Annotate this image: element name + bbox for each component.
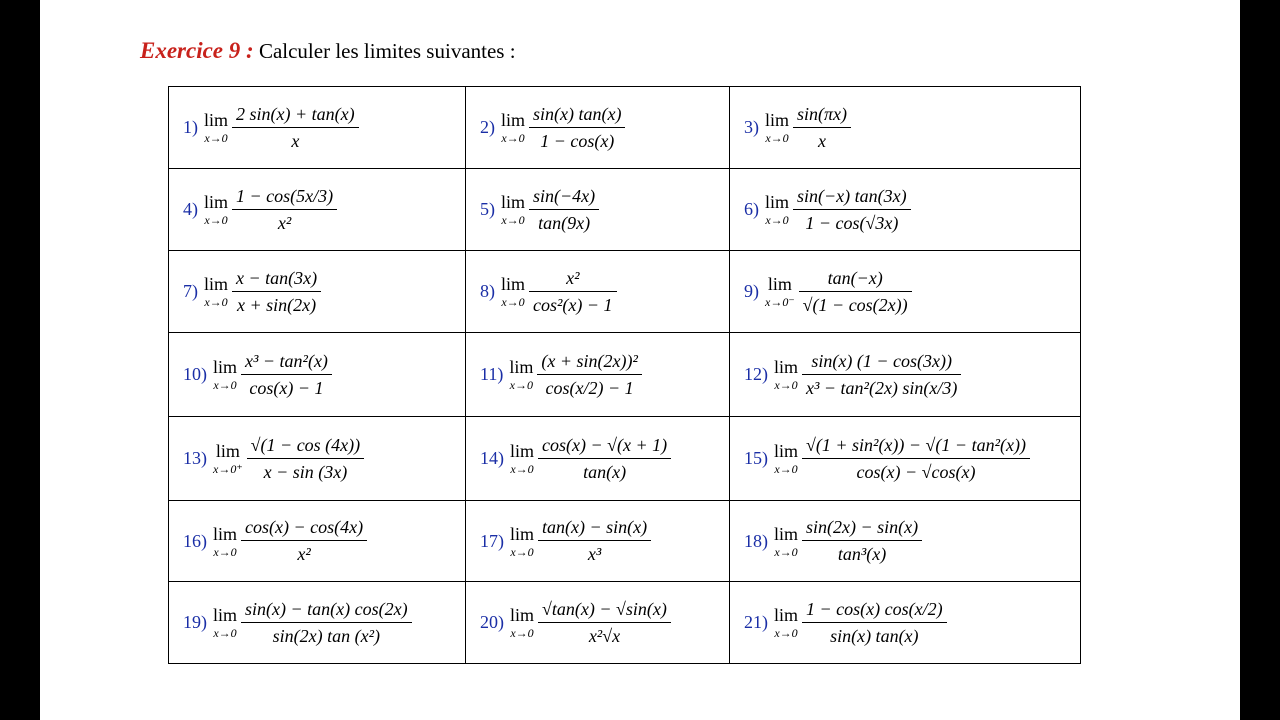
problem-number: 2) bbox=[480, 117, 495, 137]
lim-word: lim bbox=[774, 357, 799, 377]
lim-word: lim bbox=[501, 274, 526, 294]
lim-word: lim bbox=[501, 192, 526, 212]
lim-word: lim bbox=[510, 441, 535, 461]
fraction bbox=[241, 352, 332, 398]
problem bbox=[169, 518, 465, 564]
numerator: (x + sin(2x))² bbox=[541, 350, 638, 371]
table-row bbox=[169, 501, 1081, 582]
problem-number: 14) bbox=[480, 448, 504, 468]
fraction bbox=[802, 436, 1030, 482]
limit-operator bbox=[510, 442, 534, 475]
problem-number: 20) bbox=[480, 612, 504, 632]
limit-subscript: x→0 bbox=[204, 213, 228, 227]
problem-number: 3) bbox=[744, 117, 759, 137]
problem-cell bbox=[466, 251, 730, 333]
denominator: cos(x) − 1 bbox=[249, 377, 324, 398]
limit-subscript: x→0 bbox=[510, 544, 534, 559]
numerator: sin(πx) bbox=[797, 103, 848, 124]
limit-subscript: x→0 bbox=[510, 626, 534, 640]
problem-cell bbox=[466, 87, 730, 169]
lim-word: lim bbox=[213, 523, 238, 544]
limit-subscript: x→0 bbox=[765, 131, 789, 145]
numerator: sin(2x) − sin(x) bbox=[806, 517, 919, 538]
problem bbox=[730, 187, 1080, 233]
problem bbox=[169, 187, 465, 233]
problem-number: 12) bbox=[744, 364, 768, 384]
problem-cell bbox=[169, 169, 466, 251]
problem-cell bbox=[466, 417, 730, 501]
problem-cell bbox=[466, 333, 730, 417]
fraction-bar bbox=[247, 458, 365, 459]
fraction bbox=[247, 436, 365, 482]
problem-cell bbox=[169, 582, 466, 664]
limit-subscript: x→0 bbox=[774, 462, 798, 476]
limit-subscript: x→0 bbox=[213, 626, 237, 640]
fraction bbox=[538, 518, 651, 564]
lim-word: lim bbox=[510, 605, 535, 625]
problem bbox=[169, 352, 465, 398]
problem bbox=[169, 105, 465, 151]
table-row bbox=[169, 87, 1081, 169]
problem bbox=[169, 600, 465, 646]
fraction bbox=[802, 352, 961, 398]
fraction-bar bbox=[802, 622, 947, 623]
fraction bbox=[538, 600, 671, 646]
denominator: tan³(x) bbox=[837, 544, 887, 564]
limit-subscript: x→0 bbox=[501, 213, 525, 227]
lim-word: lim bbox=[767, 274, 792, 294]
problem bbox=[169, 436, 465, 482]
problem bbox=[466, 187, 729, 233]
numerator: √(1 + sin²(x)) − √(1 − tan²(x)) bbox=[806, 434, 1026, 455]
problem bbox=[730, 518, 1080, 564]
denominator: x²√x bbox=[588, 625, 621, 646]
fraction bbox=[529, 187, 599, 233]
problem-number: 18) bbox=[744, 530, 768, 551]
problem bbox=[466, 352, 729, 398]
problem-number: 1) bbox=[183, 117, 198, 137]
problem bbox=[466, 105, 729, 151]
lim-word: lim bbox=[765, 192, 790, 212]
problem-cell bbox=[730, 501, 1081, 582]
problem bbox=[466, 436, 729, 482]
problem-cell bbox=[730, 169, 1081, 251]
fraction bbox=[529, 105, 625, 151]
limit-operator bbox=[765, 193, 789, 226]
problem-cell bbox=[169, 333, 466, 417]
limit-subscript: x→0 bbox=[501, 131, 525, 145]
limit-subscript: x→0 bbox=[204, 131, 228, 145]
numerator: sin(x) (1 − cos(3x)) bbox=[811, 350, 953, 371]
problem bbox=[169, 269, 465, 315]
fraction bbox=[241, 600, 412, 646]
limit-subscript: x→0 bbox=[213, 378, 237, 392]
fraction bbox=[802, 600, 947, 646]
lim-word: lim bbox=[774, 441, 799, 461]
problem-cell bbox=[169, 501, 466, 582]
limit-operator bbox=[213, 358, 237, 391]
fraction-bar bbox=[529, 291, 617, 292]
lim-word: lim bbox=[509, 357, 534, 377]
problem-number: 17) bbox=[480, 530, 504, 551]
numerator: √tan(x) − √sin(x) bbox=[542, 598, 667, 619]
denominator: cos(x/2) − 1 bbox=[545, 377, 634, 398]
fraction bbox=[538, 436, 671, 482]
problem-number: 16) bbox=[183, 530, 207, 551]
fraction-bar bbox=[538, 458, 671, 459]
fraction-bar bbox=[232, 291, 321, 292]
table-row bbox=[169, 251, 1081, 333]
problem-cell bbox=[730, 582, 1081, 664]
lim-word: lim bbox=[204, 110, 229, 130]
limit-operator bbox=[204, 193, 228, 226]
problem-number: 4) bbox=[183, 199, 198, 219]
limit-operator bbox=[765, 111, 789, 144]
fraction-bar bbox=[793, 209, 911, 210]
numerator: tan(x) − sin(x) bbox=[542, 517, 648, 538]
table-row bbox=[169, 169, 1081, 251]
table-row bbox=[169, 417, 1081, 501]
limit-subscript: x→0 bbox=[774, 544, 798, 559]
numerator: √(1 − cos (4x)) bbox=[250, 434, 361, 455]
numerator: sin(x) tan(x) bbox=[533, 103, 622, 124]
denominator: tan(9x) bbox=[538, 212, 591, 233]
limit-operator bbox=[204, 111, 228, 144]
lim-word: lim bbox=[774, 523, 799, 544]
limit-subscript: x→0 bbox=[774, 626, 798, 640]
lim-word: lim bbox=[215, 441, 240, 461]
denominator: x + sin(2x) bbox=[237, 294, 317, 315]
table-row bbox=[169, 582, 1081, 664]
limit-operator bbox=[509, 358, 533, 391]
limit-subscript: x→0⁻ bbox=[765, 295, 795, 309]
limit-subscript: x→0 bbox=[774, 378, 798, 392]
numerator: x² bbox=[566, 267, 580, 288]
problem bbox=[730, 436, 1080, 482]
denominator: √(1 − cos(2x)) bbox=[802, 294, 908, 315]
problem-number: 8) bbox=[480, 281, 495, 301]
limit-operator bbox=[774, 606, 798, 639]
limit-operator bbox=[774, 525, 798, 558]
numerator: sin(−4x) bbox=[533, 185, 596, 206]
fraction-bar bbox=[799, 291, 912, 292]
exercise-instruction: Calculer les limites suivantes : bbox=[258, 39, 516, 63]
problem-cell bbox=[730, 333, 1081, 417]
problem-number: 21) bbox=[744, 612, 768, 632]
numerator: x − tan(3x) bbox=[236, 267, 318, 288]
problem-number: 19) bbox=[183, 612, 207, 632]
problem bbox=[466, 518, 729, 564]
problem-number: 7) bbox=[183, 281, 198, 301]
denominator: sin(x) tan(x) bbox=[830, 625, 919, 646]
fraction-bar bbox=[793, 127, 851, 128]
denominator: 1 − cos(x) bbox=[540, 130, 615, 151]
numerator: 1 − cos(5x/3) bbox=[236, 185, 334, 206]
fraction bbox=[537, 352, 642, 398]
problem bbox=[730, 352, 1080, 398]
numerator: x³ − tan²(x) bbox=[245, 350, 328, 371]
denominator: x² bbox=[297, 544, 311, 564]
denominator: 1 − cos(√3x) bbox=[805, 212, 899, 233]
fraction-bar bbox=[802, 374, 961, 375]
problem-cell bbox=[466, 169, 730, 251]
fraction-bar bbox=[538, 622, 671, 623]
numerator: tan(−x) bbox=[827, 267, 883, 288]
limit-operator bbox=[213, 442, 243, 475]
denominator: x − sin (3x) bbox=[263, 461, 348, 482]
fraction-bar bbox=[538, 540, 651, 541]
lim-word: lim bbox=[213, 605, 238, 625]
fraction bbox=[232, 187, 337, 233]
limit-operator bbox=[204, 275, 228, 308]
fraction bbox=[802, 518, 922, 564]
problem-number: 11) bbox=[480, 364, 504, 384]
denominator: x bbox=[291, 130, 300, 151]
limit-operator bbox=[213, 525, 237, 558]
numerator: cos(x) − √(x + 1) bbox=[542, 434, 668, 455]
numerator: cos(x) − cos(4x) bbox=[245, 517, 364, 538]
numerator: 1 − cos(x) cos(x/2) bbox=[806, 598, 943, 619]
problem-cell bbox=[466, 501, 730, 582]
fraction-bar bbox=[529, 127, 625, 128]
document-page bbox=[40, 0, 1240, 720]
denominator: cos²(x) − 1 bbox=[533, 294, 613, 315]
exercise-title bbox=[140, 38, 516, 64]
fraction-bar bbox=[241, 622, 412, 623]
lim-word: lim bbox=[765, 110, 790, 130]
problem bbox=[466, 600, 729, 646]
limit-operator bbox=[774, 358, 798, 391]
fraction-bar bbox=[232, 127, 359, 128]
numerator: sin(x) − tan(x) cos(2x) bbox=[245, 598, 408, 619]
problem-cell bbox=[730, 251, 1081, 333]
fraction bbox=[232, 269, 321, 315]
limit-operator bbox=[774, 442, 798, 475]
limit-subscript: x→0 bbox=[765, 213, 789, 227]
problem-number: 15) bbox=[744, 448, 768, 468]
fraction bbox=[529, 269, 617, 315]
denominator: tan(x) bbox=[583, 461, 627, 482]
fraction-bar bbox=[537, 374, 642, 375]
limit-subscript: x→0⁺ bbox=[213, 462, 243, 476]
limit-operator bbox=[510, 525, 534, 558]
problem-number: 10) bbox=[183, 364, 207, 384]
numerator: sin(−x) tan(3x) bbox=[797, 185, 907, 206]
problem-cell bbox=[169, 251, 466, 333]
limit-subscript: x→0 bbox=[509, 378, 533, 392]
lim-word: lim bbox=[510, 523, 535, 544]
fraction-bar bbox=[802, 458, 1030, 459]
limit-operator bbox=[501, 111, 525, 144]
denominator: x³ bbox=[587, 544, 602, 564]
limit-operator bbox=[765, 275, 795, 308]
fraction bbox=[793, 105, 851, 151]
fraction-bar bbox=[802, 540, 922, 541]
problem bbox=[466, 269, 729, 315]
problem-cell bbox=[169, 87, 466, 169]
fraction-bar bbox=[241, 374, 332, 375]
problem-cell bbox=[730, 417, 1081, 501]
fraction bbox=[232, 105, 359, 151]
table-row bbox=[169, 333, 1081, 417]
problem-number: 6) bbox=[744, 199, 759, 219]
limit-subscript: x→0 bbox=[501, 295, 525, 309]
problem-cell bbox=[466, 582, 730, 664]
lim-word: lim bbox=[501, 110, 526, 130]
problem bbox=[730, 600, 1080, 646]
problem-number: 9) bbox=[744, 281, 759, 301]
fraction bbox=[799, 269, 912, 315]
lim-word: lim bbox=[213, 357, 238, 377]
problem bbox=[730, 105, 1080, 151]
lim-word: lim bbox=[204, 274, 229, 294]
problem-number: 5) bbox=[480, 199, 495, 219]
fraction-bar bbox=[529, 209, 599, 210]
numerator: 2 sin(x) + tan(x) bbox=[236, 103, 355, 124]
limit-subscript: x→0 bbox=[510, 462, 534, 476]
exercise-label: Exercice 9 : bbox=[140, 38, 254, 63]
denominator: x³ − tan²(2x) sin(x/3) bbox=[806, 377, 958, 398]
fraction-bar bbox=[241, 540, 367, 541]
denominator: x bbox=[818, 130, 827, 151]
limit-operator bbox=[510, 606, 534, 639]
fraction bbox=[241, 518, 367, 564]
denominator: cos(x) − √cos(x) bbox=[856, 461, 976, 482]
problem-number: 13) bbox=[183, 448, 207, 468]
problem-cell bbox=[169, 417, 466, 501]
lim-word: lim bbox=[204, 192, 229, 212]
limit-subscript: x→0 bbox=[213, 544, 237, 559]
limits-table bbox=[168, 86, 1081, 664]
fraction-bar bbox=[232, 209, 337, 210]
problem bbox=[730, 269, 1080, 315]
lim-word: lim bbox=[774, 605, 799, 625]
denominator: sin(2x) tan (x²) bbox=[272, 625, 380, 646]
limit-operator bbox=[213, 606, 237, 639]
limit-operator bbox=[501, 193, 525, 226]
limit-operator bbox=[501, 275, 525, 308]
problem-cell bbox=[730, 87, 1081, 169]
denominator: x² bbox=[277, 212, 292, 233]
limit-subscript: x→0 bbox=[204, 295, 228, 309]
fraction bbox=[793, 187, 911, 233]
